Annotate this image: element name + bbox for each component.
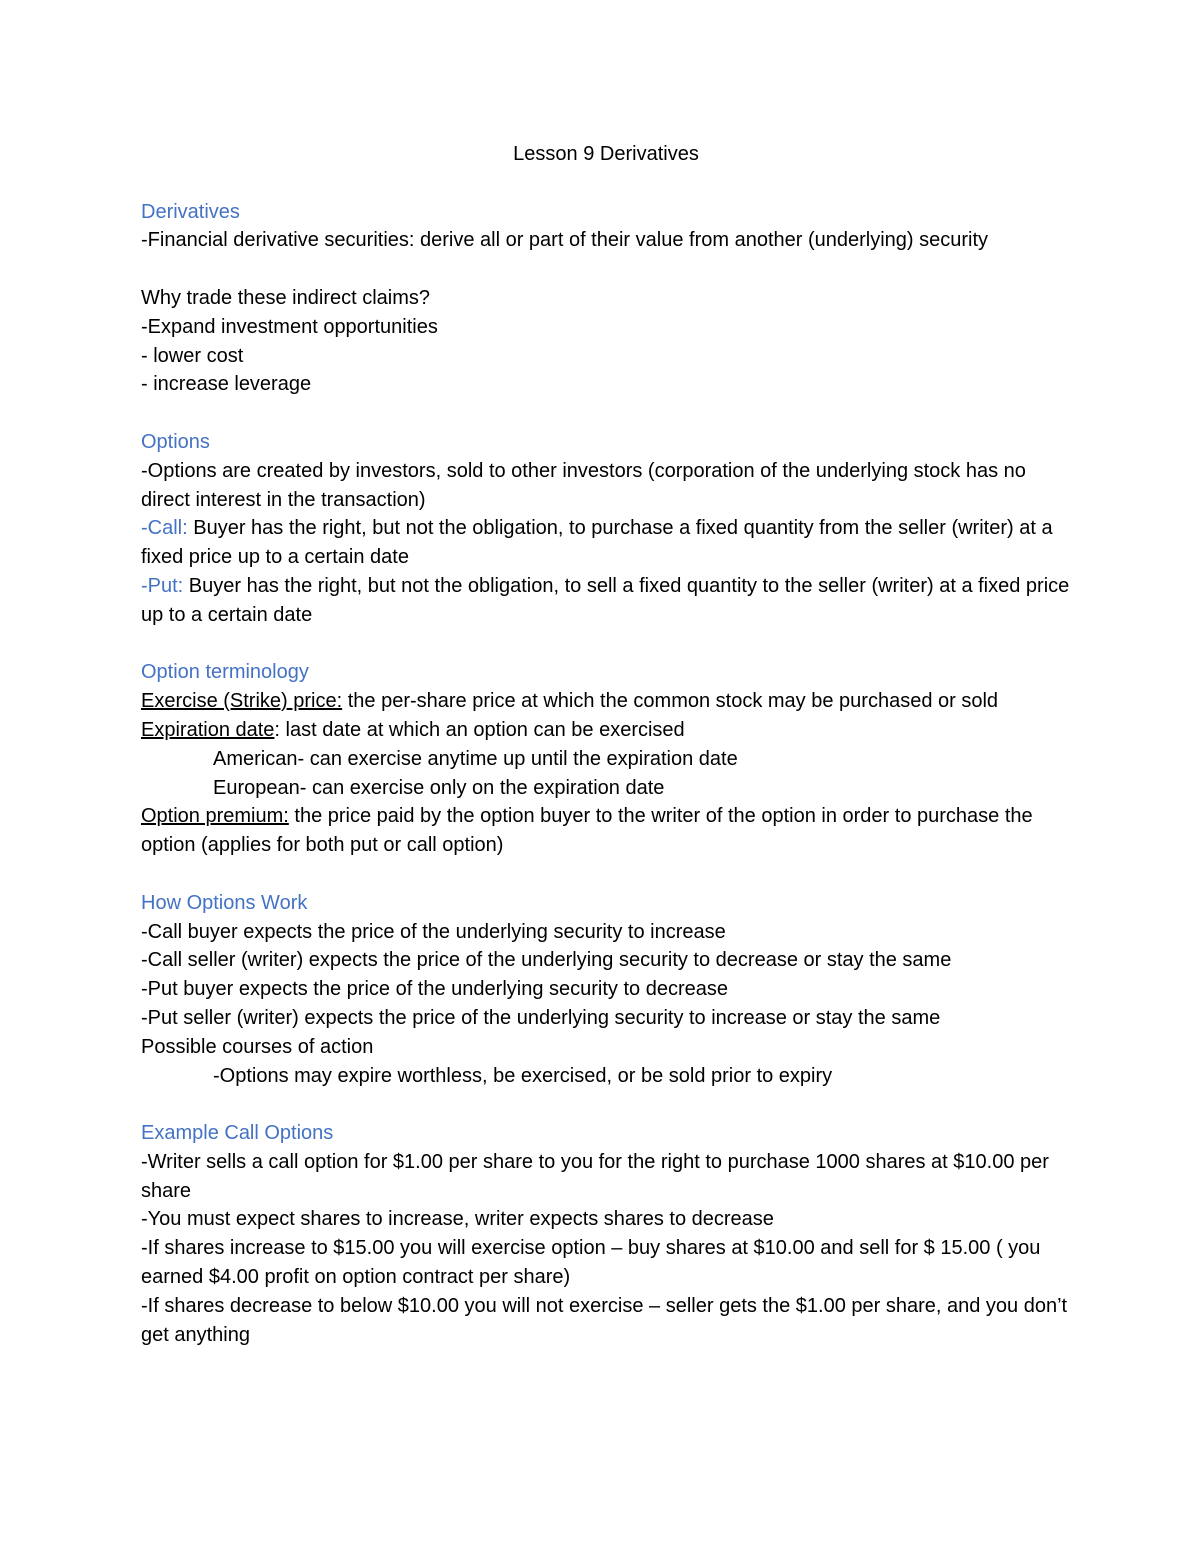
option-premium-definition bbox=[141, 802, 1071, 860]
derivatives-definition: -Financial derivative securities: derive all or part of their value from another (underlying) security bbox=[141, 229, 989, 252]
document-page bbox=[141, 140, 1071, 1378]
why-trade-question: Why trade these indirect claims? bbox=[141, 286, 431, 309]
section-options bbox=[141, 428, 1071, 630]
reason-item: - increase leverage bbox=[141, 373, 312, 396]
put-text: Buyer has the right, but not the obligation, to sell a fixed quantity to the seller (writer) at a fixed price up to a certain date bbox=[141, 574, 1070, 626]
section-why-trade bbox=[141, 284, 1071, 399]
call-text: Buyer has the right, but not the obligation, to purchase a fixed quantity from the seller (writer) at a fixed price up to a certain date bbox=[141, 517, 1053, 569]
reason-item: -Expand investment opportunities bbox=[141, 315, 438, 338]
expiration-date-definition bbox=[141, 716, 1071, 745]
option-premium-text: the price paid by the option buyer to the writer of the option in order to purchase the option (applies for both put or call option) bbox=[141, 805, 1033, 857]
how-item: -Put seller (writer) expects the price of the underlying security to increase or stay the same bbox=[141, 1006, 941, 1029]
call-definition bbox=[141, 514, 1071, 572]
reason-item: - lower cost bbox=[141, 344, 244, 367]
put-definition bbox=[141, 572, 1071, 630]
options-intro: -Options are created by investors, sold to other investors (corporation of the underlying stock has no direct interest in the transaction) bbox=[141, 459, 1026, 511]
example-item: -You must expect shares to increase, writer expects shares to decrease bbox=[141, 1208, 774, 1231]
how-item: Possible courses of action bbox=[141, 1035, 374, 1058]
section-heading-derivatives: Derivatives bbox=[141, 200, 240, 223]
how-item: -Call seller (writer) expects the price of the underlying security to decrease or stay the same bbox=[141, 949, 952, 972]
courses-of-action-item: -Options may expire worthless, be exercised, or be sold prior to expiry bbox=[213, 1064, 833, 1087]
strike-price-term: Exercise (Strike) price: bbox=[141, 690, 343, 713]
put-label: -Put: bbox=[141, 574, 184, 597]
american-option-note: American- can exercise anytime up until the expiration date bbox=[213, 747, 738, 770]
how-item: -Call buyer expects the price of the underlying security to increase bbox=[141, 920, 726, 943]
section-terminology bbox=[141, 658, 1071, 860]
call-label: -Call: bbox=[141, 517, 188, 540]
section-derivatives bbox=[141, 198, 1071, 256]
strike-price-definition bbox=[141, 687, 1071, 716]
section-example-call-options bbox=[141, 1119, 1071, 1349]
document-title: Lesson 9 Derivatives bbox=[513, 143, 699, 165]
expiration-date-text: : last date at which an option can be exercised bbox=[274, 718, 685, 741]
section-heading-example-call-options: Example Call Options bbox=[141, 1122, 334, 1145]
european-option-note: European- can exercise only on the expiration date bbox=[213, 776, 665, 799]
example-item: -Writer sells a call option for $1.00 per share to you for the right to purchase 1000 shares at $10.00 per share bbox=[141, 1150, 1049, 1202]
section-heading-terminology: Option terminology bbox=[141, 661, 309, 684]
example-item: -If shares decrease to below $10.00 you will not exercise – seller gets the $1.00 per share, and you don’t get anything bbox=[141, 1294, 1068, 1346]
section-how-options-work bbox=[141, 889, 1071, 1091]
example-item: -If shares increase to $15.00 you will exercise option – buy shares at $10.00 and sell for $ 15.00 ( you earned $4.00 profit on option contract per share) bbox=[141, 1237, 1041, 1289]
strike-price-text: the per-share price at which the common stock may be purchased or sold bbox=[342, 690, 999, 713]
section-heading-options: Options bbox=[141, 430, 210, 453]
option-premium-term: Option premium: bbox=[141, 805, 289, 828]
how-item: -Put buyer expects the price of the underlying security to decrease bbox=[141, 978, 728, 1001]
expiration-date-term: Expiration date bbox=[141, 718, 275, 741]
section-heading-how-options-work: How Options Work bbox=[141, 891, 308, 914]
